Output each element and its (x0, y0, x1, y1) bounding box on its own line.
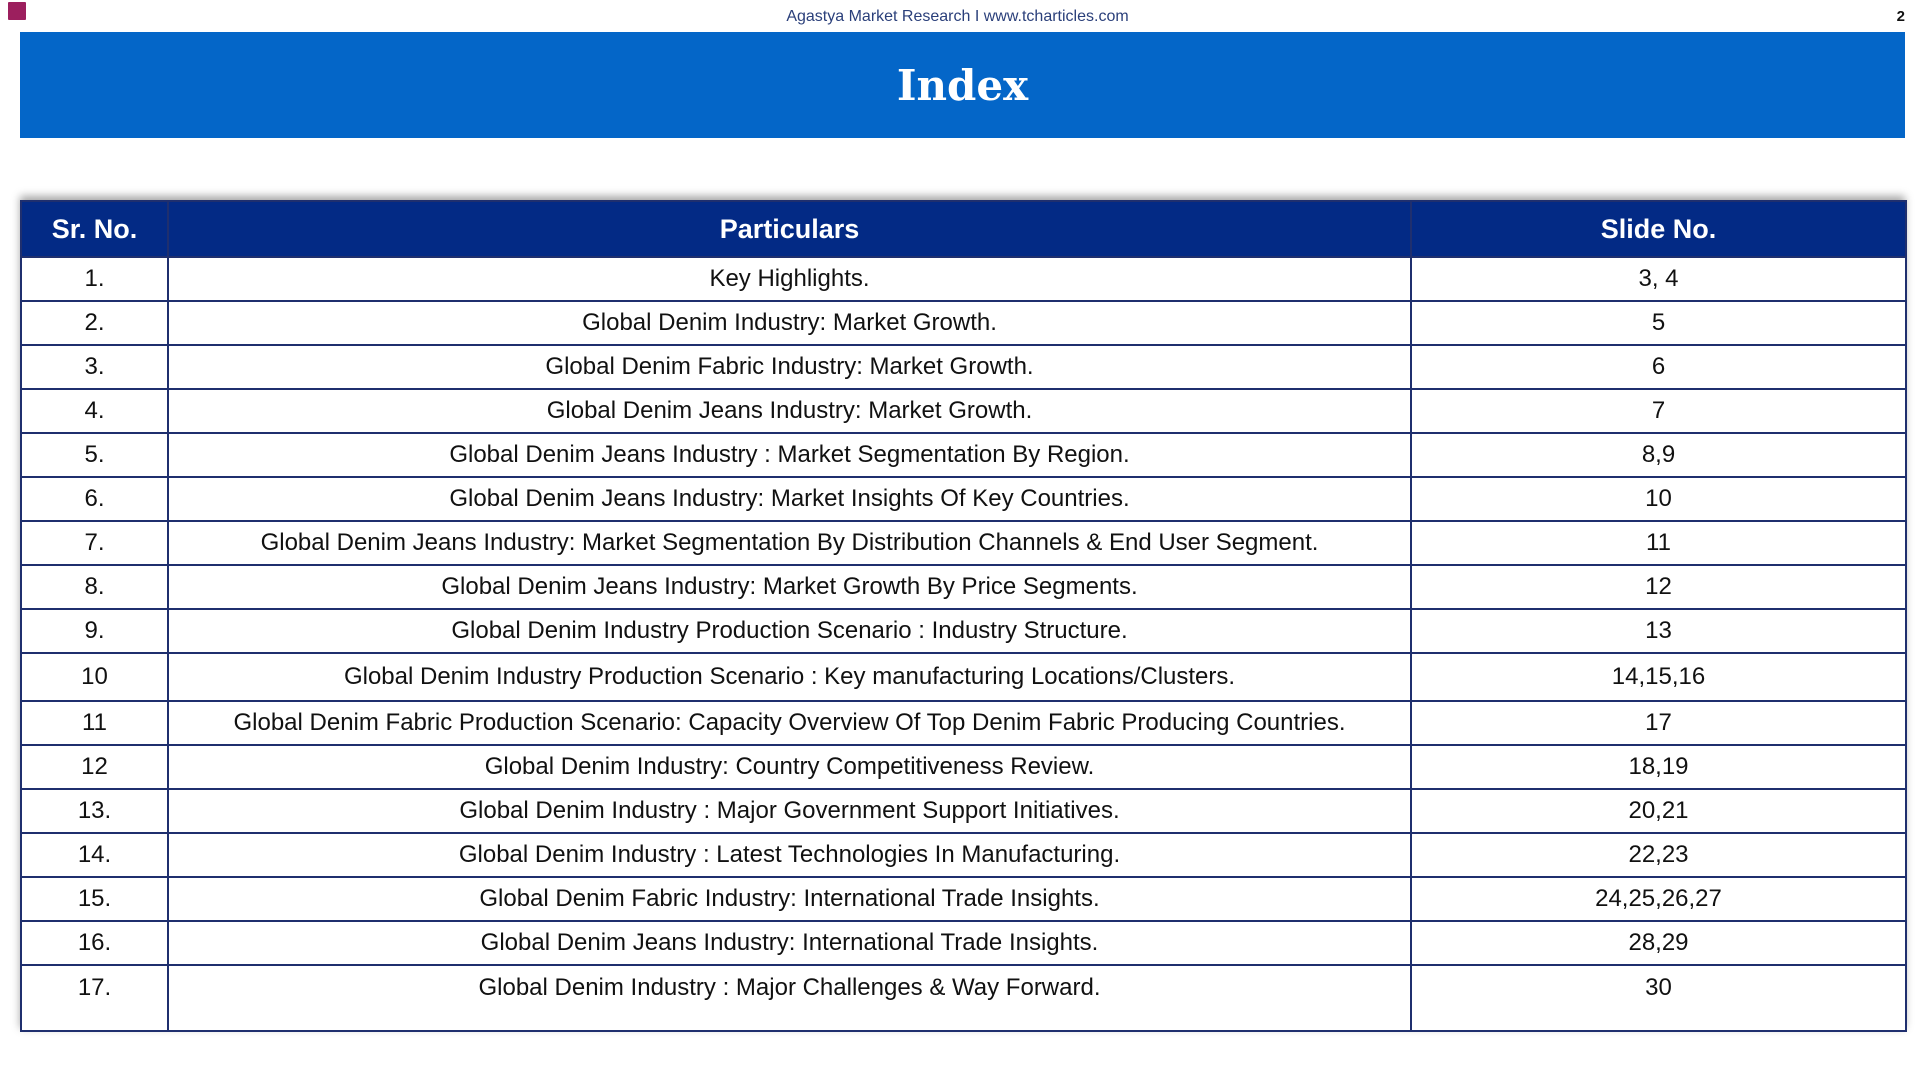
particulars-cell: Global Denim Fabric Industry: International Trade Insights. (168, 877, 1411, 921)
table-row (21, 389, 1906, 433)
table-row (21, 301, 1906, 345)
sr-no-cell: 5. (21, 433, 168, 477)
column-header-sr-no: Sr. No. (21, 201, 168, 257)
table-row (21, 965, 1906, 1031)
particulars-cell: Global Denim Industry: Market Growth. (168, 301, 1411, 345)
table-row (21, 877, 1906, 921)
table-row (21, 345, 1906, 389)
slide-no-cell: 3, 4 (1411, 257, 1906, 301)
page-number: 2 (1896, 8, 1905, 25)
particulars-cell: Global Denim Jeans Industry: Market Growth By Price Segments. (168, 565, 1411, 609)
particulars-cell: Global Denim Fabric Production Scenario: Capacity Overview Of Top Denim Fabric Producing Countries. (168, 701, 1411, 745)
slide-no-cell: 13 (1411, 609, 1906, 653)
column-header-particulars: Particulars (168, 201, 1411, 257)
sr-no-cell: 11 (21, 701, 168, 745)
particulars-cell: Global Denim Industry : Latest Technologies In Manufacturing. (168, 833, 1411, 877)
slide-no-cell: 18,19 (1411, 745, 1906, 789)
table-row (21, 745, 1906, 789)
sr-no-cell: 10 (21, 653, 168, 701)
particulars-cell: Global Denim Industry : Major Challenges & Way Forward. (168, 965, 1411, 1031)
slide-no-cell: 8,9 (1411, 433, 1906, 477)
particulars-cell: Global Denim Industry Production Scenario : Industry Structure. (168, 609, 1411, 653)
particulars-cell: Global Denim Industry: Country Competitiveness Review. (168, 745, 1411, 789)
page-title: Index (896, 60, 1029, 110)
slide-no-cell: 20,21 (1411, 789, 1906, 833)
sr-no-cell: 14. (21, 833, 168, 877)
table-row (21, 433, 1906, 477)
particulars-cell: Global Denim Jeans Industry: Market Segmentation By Distribution Channels & End User Segment. (168, 521, 1411, 565)
sr-no-cell: 2. (21, 301, 168, 345)
table-row (21, 257, 1906, 301)
particulars-cell: Global Denim Industry : Major Government Support Initiatives. (168, 789, 1411, 833)
particulars-cell: Global Denim Jeans Industry : Market Segmentation By Region. (168, 433, 1411, 477)
sr-no-cell: 12 (21, 745, 168, 789)
sr-no-cell: 7. (21, 521, 168, 565)
particulars-cell: Key Highlights. (168, 257, 1411, 301)
index-table-wrapper (20, 200, 1905, 1032)
table-row (21, 833, 1906, 877)
sr-no-cell: 6. (21, 477, 168, 521)
slide-no-cell: 28,29 (1411, 921, 1906, 965)
particulars-cell: Global Denim Industry Production Scenario : Key manufacturing Locations/Clusters. (168, 653, 1411, 701)
particulars-cell: Global Denim Jeans Industry: International Trade Insights. (168, 921, 1411, 965)
sr-no-cell: 13. (21, 789, 168, 833)
sr-no-cell: 16. (21, 921, 168, 965)
slide-no-cell: 11 (1411, 521, 1906, 565)
slide-no-cell: 12 (1411, 565, 1906, 609)
sr-no-cell: 15. (21, 877, 168, 921)
slide-no-cell: 5 (1411, 301, 1906, 345)
sr-no-cell: 3. (21, 345, 168, 389)
particulars-cell: Global Denim Fabric Industry: Market Growth. (168, 345, 1411, 389)
slide-no-cell: 30 (1411, 965, 1906, 1031)
slide-no-cell: 6 (1411, 345, 1906, 389)
table-row (21, 477, 1906, 521)
slide-no-cell: 10 (1411, 477, 1906, 521)
sr-no-cell: 4. (21, 389, 168, 433)
slide-no-cell: 7 (1411, 389, 1906, 433)
table-row (21, 701, 1906, 745)
table-row (21, 653, 1906, 701)
slide-no-cell: 24,25,26,27 (1411, 877, 1906, 921)
table-row (21, 565, 1906, 609)
table-row (21, 609, 1906, 653)
table-header-row (21, 201, 1906, 257)
sr-no-cell: 17. (21, 965, 168, 1031)
particulars-cell: Global Denim Jeans Industry: Market Growth. (168, 389, 1411, 433)
sr-no-cell: 8. (21, 565, 168, 609)
table-row (21, 789, 1906, 833)
sr-no-cell: 1. (21, 257, 168, 301)
title-banner (20, 32, 1905, 138)
particulars-cell: Global Denim Jeans Industry: Market Insights Of Key Countries. (168, 477, 1411, 521)
table-row (21, 521, 1906, 565)
slide-no-cell: 22,23 (1411, 833, 1906, 877)
sr-no-cell: 9. (21, 609, 168, 653)
index-table (20, 200, 1907, 1032)
slide-no-cell: 17 (1411, 701, 1906, 745)
column-header-slide-no: Slide No. (1411, 201, 1906, 257)
slide-no-cell: 14,15,16 (1411, 653, 1906, 701)
table-row (21, 921, 1906, 965)
source-line: Agastya Market Research I www.tcharticles.com (786, 8, 1129, 25)
